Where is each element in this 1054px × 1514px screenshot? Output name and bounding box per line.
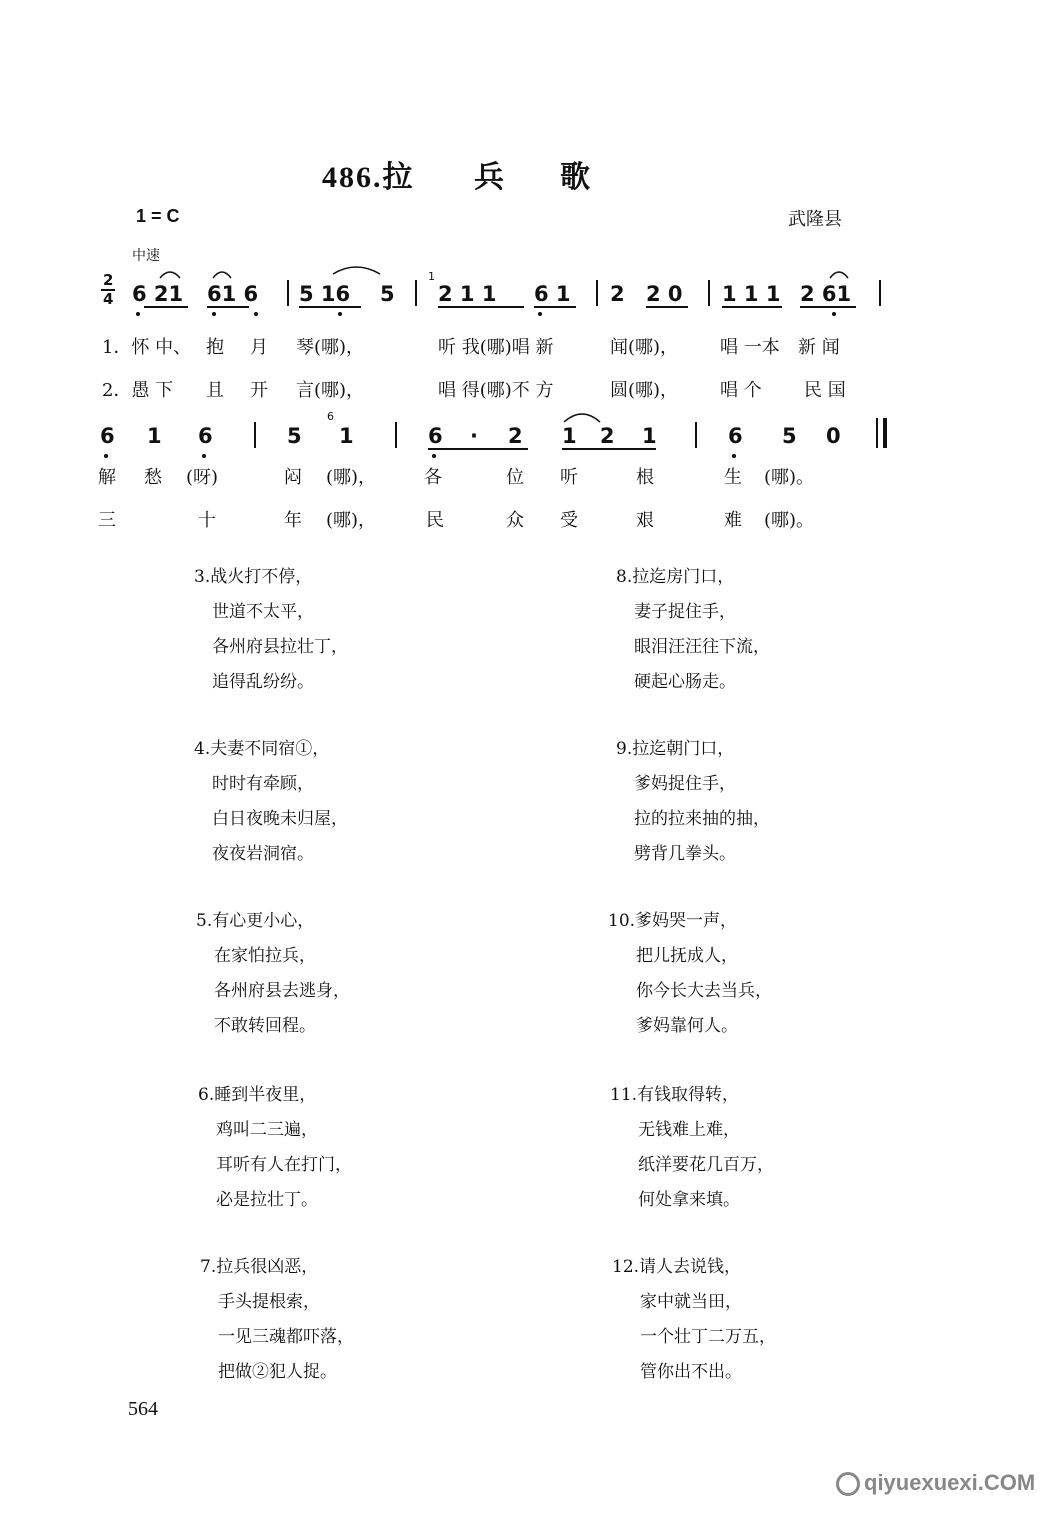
note: 6	[100, 424, 115, 448]
verse-line: 一见三魂都吓落，	[218, 1327, 354, 1347]
note: 6	[428, 424, 443, 448]
verse-line: 无钱难上难，	[638, 1120, 740, 1140]
title-char-1: 拉	[382, 160, 415, 195]
lyric: 琴(哪)，	[296, 337, 365, 358]
lyric: 且	[206, 380, 224, 401]
note: 5	[287, 424, 302, 448]
note: 1	[147, 424, 162, 448]
low-octave-dot	[538, 312, 542, 316]
verse-line: 爹妈捉住手，	[634, 774, 736, 794]
verse-line: 劈背几拳头。	[634, 844, 736, 864]
lyric: 抱	[206, 337, 224, 358]
verse-line: 各州府县拉壮丁，	[212, 637, 348, 657]
note-group: 2 61	[800, 282, 852, 306]
verse-8	[616, 560, 770, 700]
lyric: (哪)，	[326, 510, 377, 531]
lyric: 言(哪)，	[296, 380, 365, 401]
title-char-3: 歌	[560, 160, 592, 195]
verse-line: 12.请人去说钱，	[612, 1257, 742, 1277]
lyric: 解	[98, 467, 116, 488]
lyric: 十	[198, 510, 216, 531]
tempo-marking: 中速	[132, 248, 160, 264]
verse-line: 家中就当田，	[640, 1292, 742, 1312]
lyric: 开	[250, 380, 268, 401]
note-group: 6 1	[534, 282, 571, 306]
verse-line: 必是拉壮丁。	[216, 1190, 318, 1210]
slur-marks	[0, 400, 1054, 430]
lyric: 愁	[144, 467, 162, 488]
verse-line: 11.有钱取得转，	[610, 1085, 740, 1105]
beam	[428, 448, 528, 450]
beam	[299, 306, 361, 308]
verse-line: 8.拉迄房门口，	[616, 567, 735, 587]
note: 5	[782, 424, 797, 448]
lyric: (哪)。	[764, 510, 815, 531]
verse-line: 9.拉迄朝门口，	[616, 739, 735, 759]
lyric: 艰	[636, 510, 654, 531]
note: 2	[508, 424, 523, 448]
note: 5	[380, 282, 395, 306]
verse-line: 眼泪汪汪往下流，	[634, 637, 770, 657]
page-number: 564	[128, 1398, 158, 1420]
watermark-text: qiyuexuexi.COM	[864, 1470, 1036, 1495]
origin-label: 武隆县	[788, 209, 842, 230]
beam	[207, 306, 249, 308]
verse-line: 纸洋要花几百万，	[638, 1155, 774, 1175]
low-octave-dot	[732, 454, 736, 458]
beam	[646, 306, 688, 308]
note: 0	[826, 424, 841, 448]
beam	[562, 448, 656, 450]
beam	[144, 306, 188, 308]
verse-9	[616, 732, 770, 872]
lyric: 唱 个	[720, 380, 762, 401]
low-octave-dot	[202, 454, 206, 458]
lyric: 根	[636, 467, 654, 488]
note-group: 5 16	[299, 282, 351, 306]
verse-line: 各州府县去逃身，	[214, 981, 350, 1001]
key-signature: 1 = C	[136, 206, 180, 226]
low-octave-dot	[832, 312, 836, 316]
verse-line: 鸡叫二三遍，	[216, 1120, 318, 1140]
verse-line: 白日夜晚未归屋，	[212, 809, 348, 829]
note-group: 1 1 1	[722, 282, 781, 306]
beam	[438, 306, 524, 308]
verse-line: 10.爹妈哭一声，	[608, 911, 738, 931]
verse-line: 妻子捉住手，	[634, 602, 736, 622]
lyric: (哪)。	[764, 467, 815, 488]
verse-line: 拉的拉来抽的抽，	[634, 809, 770, 829]
verse-line: 耳听有人在打门，	[216, 1155, 352, 1175]
verse-5	[196, 904, 350, 1044]
lyric: 民	[426, 510, 444, 531]
verse-11	[610, 1078, 774, 1218]
note: 1	[642, 424, 657, 448]
beam	[722, 306, 782, 308]
verse-line: 何处拿来填。	[638, 1190, 740, 1210]
lyric: 1．怀 中、	[102, 337, 192, 358]
lyric: 唱 一本	[720, 337, 780, 358]
watermark	[836, 1470, 1035, 1496]
verse-line: 5.有心更小心，	[196, 911, 315, 931]
note: 6	[198, 424, 213, 448]
lyric: 三	[98, 510, 116, 531]
verse-line: 把儿抚成人，	[636, 946, 738, 966]
verse-10	[608, 904, 772, 1044]
lyric: 月	[250, 337, 268, 358]
verse-12	[612, 1250, 776, 1390]
low-octave-dot	[212, 312, 216, 316]
verse-line: 时时有牵顾，	[212, 774, 314, 794]
verse-line: 追得乱纷纷。	[212, 672, 314, 692]
verse-7	[200, 1250, 354, 1390]
verse-line: 硬起心肠走。	[634, 672, 736, 692]
note-group: 6 21	[132, 282, 184, 306]
lyric: 新 闻	[798, 337, 840, 358]
lyric: (哪)，	[326, 467, 377, 488]
lyric: 民 国	[804, 380, 846, 401]
song-number: 486.	[322, 161, 383, 194]
lyric: 各	[424, 467, 442, 488]
note: 6	[728, 424, 743, 448]
verse-line: 6.睡到半夜里，	[198, 1085, 317, 1105]
verse-line: 管你出不出。	[640, 1362, 742, 1382]
note-group: 61 6	[207, 282, 259, 306]
low-octave-dot	[338, 312, 342, 316]
lyric: 圆(哪)，	[610, 380, 679, 401]
verse-6	[198, 1078, 352, 1218]
dot-extension: ·	[470, 424, 478, 448]
lyric: 难	[724, 510, 742, 531]
time-sig-bottom: 4	[103, 290, 114, 308]
lyric: 位	[506, 467, 524, 488]
verse-line: 爹妈靠何人。	[636, 1016, 738, 1036]
note-group: 1 2	[562, 424, 623, 448]
grace-note: 6	[327, 410, 334, 423]
page-title	[322, 152, 415, 196]
verse-line: 你今长大去当兵，	[636, 981, 772, 1001]
note-group: 2 0	[646, 282, 683, 306]
lyric: 生	[724, 467, 742, 488]
lyric: 闷	[284, 467, 302, 488]
lyric: 2．愚 下	[102, 380, 174, 401]
verse-line: 手头提根索，	[218, 1292, 320, 1312]
verse-line: 4.夫妻不同宿①，	[194, 739, 330, 759]
note: 1	[339, 424, 354, 448]
verse-3	[194, 560, 348, 700]
low-octave-dot	[432, 454, 436, 458]
verse-line: 一个壮丁二万五，	[640, 1327, 776, 1347]
verse-line: 在家怕拉兵，	[214, 946, 316, 966]
verse-line: 7.拉兵很凶恶，	[200, 1257, 319, 1277]
verse-line: 世道不太平，	[212, 602, 314, 622]
time-sig-top: 2	[103, 271, 114, 289]
verse-line: 夜夜岩洞宿。	[212, 844, 314, 864]
verse-line: 把做②犯人捉。	[218, 1362, 337, 1382]
watermark-logo-icon	[836, 1472, 860, 1496]
lyric: 年	[284, 510, 302, 531]
beam	[800, 306, 856, 308]
lyric: 受	[560, 510, 578, 531]
low-octave-dot	[104, 454, 108, 458]
beam	[534, 306, 576, 308]
note: 2	[610, 282, 625, 306]
lyric: 听 我(哪)唱 新	[438, 337, 554, 358]
verse-4	[194, 732, 348, 872]
lyric: 听	[560, 467, 578, 488]
note-group: 2 1 1	[438, 282, 497, 306]
verse-line: 3.战火打不停，	[194, 567, 313, 587]
lyric: 众	[506, 510, 524, 531]
lyric: (呀)	[186, 467, 219, 488]
low-octave-dot	[254, 312, 258, 316]
lyric: 闻(哪)，	[610, 337, 679, 358]
grace-note: 1	[428, 270, 435, 283]
title-char-2: 兵	[474, 160, 506, 195]
verse-line: 不敢转回程。	[214, 1016, 316, 1036]
low-octave-dot	[136, 312, 140, 316]
slur-marks	[0, 258, 1054, 298]
lyric: 唱 得(哪)不 方	[438, 380, 554, 401]
